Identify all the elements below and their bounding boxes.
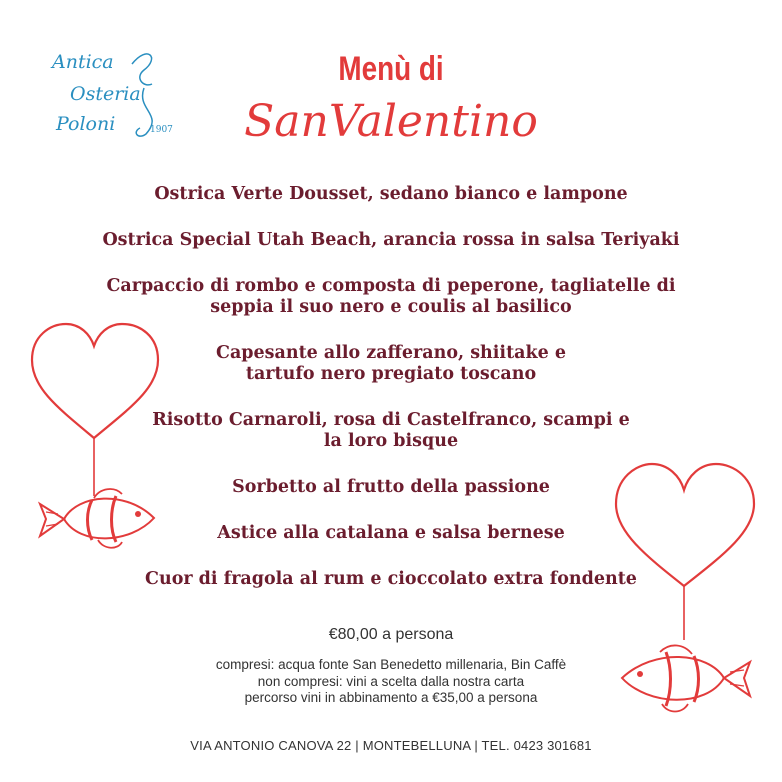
clownfish-icon xyxy=(34,484,162,554)
note-line: non compresi: vini a scelta dalla nostra carta xyxy=(257,673,525,689)
dish-item: Sorbetto al frutto della passione xyxy=(232,477,550,497)
title-san-valentino: SanValentino xyxy=(244,96,538,147)
dish-item: Ostrica Verte Dousset, sedano bianco e lampone xyxy=(154,184,628,204)
dish-item: Astice alla catalana e salsa bernese xyxy=(217,523,565,543)
dish-item: Risotto Carnaroli, rosa di Castelfranco, scampi e la loro bisque xyxy=(152,410,630,451)
dish-item: Capesante allo zafferano, shiitake e tartufo nero pregiato toscano xyxy=(216,343,566,384)
logo-line2: Osteria xyxy=(70,83,141,105)
logo-line1: Antica xyxy=(52,51,114,73)
dish-item: Cuor di fragola al rum e cioccolato extra fondente xyxy=(145,569,637,589)
logo-year: 1907 xyxy=(150,125,173,135)
address-footer: VIA ANTONIO CANOVA 22 | MONTEBELLUNA | TEL. 0423 301681 xyxy=(190,738,592,753)
clownfish-icon xyxy=(614,640,756,716)
dish-item: Ostrica Special Utah Beach, arancia rossa in salsa Teriyaki xyxy=(102,230,680,250)
dish-item: Carpaccio di rombo e composta di peperone, tagliatelle di seppia il suo nero e coulis al basilico xyxy=(106,276,676,317)
note-line: compresi: acqua fonte San Benedetto millenaria, Bin Caffè xyxy=(215,657,567,672)
title-menu-di: Menù di xyxy=(338,50,444,88)
note-line: percorso vini in abbinamento a €35,00 a persona xyxy=(244,690,538,705)
menu-price: €80,00 a persona xyxy=(328,626,454,643)
logo-line3: Poloni xyxy=(56,113,116,135)
